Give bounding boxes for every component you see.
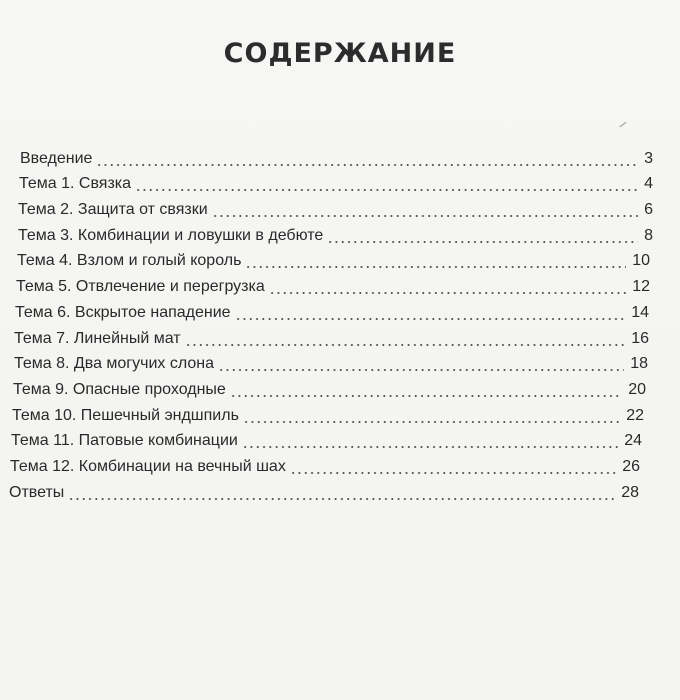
pencil-mark: [619, 122, 626, 127]
toc-entry-page-number: 8: [644, 226, 653, 244]
page-title: СОДЕРЖАНИЕ: [223, 38, 457, 69]
toc-entry-page-number: 14: [631, 303, 649, 321]
dot-leader: [135, 189, 638, 191]
toc-entry-topic-11: [0, 426, 680, 452]
toc-entry-topic-2: [0, 194, 680, 220]
dot-leader: [212, 215, 638, 217]
toc-entry-label: Тема 5. Отвлечение и перегрузка: [16, 278, 265, 296]
toc-entry-topic-1: [0, 169, 680, 195]
toc-entry-topic-12: [0, 451, 680, 477]
toc-entry-label: Тема 9. Опасные проходные: [13, 380, 226, 398]
dot-leader: [230, 395, 622, 397]
table-of-contents: [0, 143, 680, 503]
dot-leader: [327, 241, 638, 243]
toc-entry-label: Тема 8. Два могучих слона: [14, 355, 215, 373]
toc-entry-label: Введение: [20, 149, 93, 167]
toc-entry-label: Тема 6. Вскрытое нападение: [15, 303, 231, 321]
dot-leader: [245, 266, 626, 268]
toc-entry-label: Тема 3. Комбинации и ловушки в дебюте: [18, 226, 324, 244]
toc-entry-topic-3: [0, 220, 680, 246]
toc-entry-topic-8: [0, 349, 680, 375]
dot-leader: [269, 292, 626, 294]
toc-entry-topic-9: [0, 374, 680, 400]
toc-entry-label: Тема 11. Патовые комбинации: [11, 432, 238, 450]
toc-entry-page-number: 20: [628, 380, 646, 398]
toc-entry-page-number: 10: [632, 252, 650, 270]
dot-leader: [290, 472, 616, 474]
toc-entry-page-number: 3: [644, 149, 653, 167]
dot-leader: [235, 318, 626, 320]
toc-entry-label: Тема 12. Комбинации на вечный шах: [10, 457, 286, 475]
toc-entry-label: Тема 1. Связка: [19, 175, 132, 193]
dot-leader: [242, 446, 618, 448]
toc-entry-label: Тема 7. Линейный мат: [14, 329, 181, 347]
dot-leader: [185, 344, 626, 346]
dot-leader: [218, 369, 624, 371]
toc-entry-page-number: 28: [621, 483, 639, 501]
toc-entry-label: Тема 2. Защита от связки: [18, 201, 208, 219]
dot-leader: [96, 164, 638, 166]
toc-entry-label: Тема 4. Взлом и голый король: [17, 252, 242, 270]
toc-entry-page-number: 24: [624, 432, 642, 450]
toc-entry-introduction: [0, 143, 680, 169]
dot-leader: [243, 421, 620, 423]
toc-entry-topic-7: [0, 323, 680, 349]
toc-entry-label: Тема 10. Пешечный эндшпиль: [12, 406, 239, 424]
toc-entry-page-number: 16: [631, 329, 649, 347]
toc-entry-page-number: 18: [630, 355, 648, 373]
dot-leader: [68, 498, 615, 500]
toc-entry-topic-10: [0, 400, 680, 426]
toc-entry-label: Ответы: [9, 483, 65, 501]
toc-entry-page-number: 4: [644, 175, 653, 193]
toc-entry-page-number: 12: [632, 278, 650, 296]
toc-entry-topic-4: [0, 246, 680, 272]
toc-entry-page-number: 6: [644, 201, 653, 219]
toc-entry-answers: [0, 477, 680, 503]
toc-entry-topic-6: [0, 297, 680, 323]
toc-entry-topic-5: [0, 271, 680, 297]
toc-entry-page-number: 26: [622, 457, 640, 475]
toc-entry-page-number: 22: [626, 406, 644, 424]
